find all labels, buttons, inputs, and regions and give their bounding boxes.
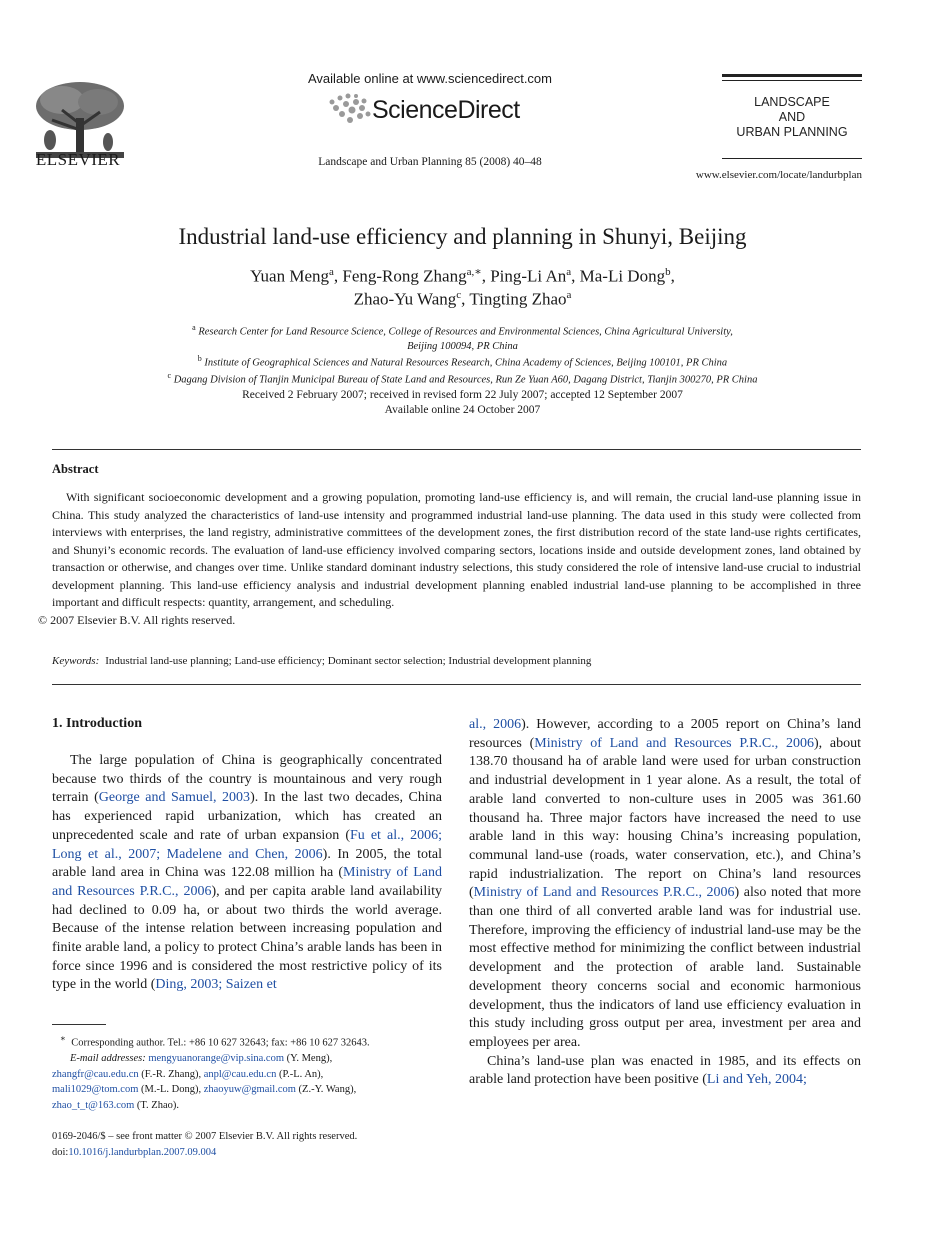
footnote-mark: ∗ (60, 1033, 66, 1043)
author-name: Zhao-Yu Wang (353, 289, 457, 309)
body-text: The large population of China is geographically concentrated because two thirds of the country is mountainous and very rough terrain ( (52, 753, 442, 806)
affiliation-mark: b (197, 354, 202, 363)
article-title: Industrial land-use efficiency and planning in Shunyi, Beijing (178, 224, 747, 249)
author-name: Feng-Rong Zhang (342, 266, 467, 286)
author-line-1 (0, 265, 925, 287)
affiliation-text: Dagang Division of Tianjin Municipal Bureau of State Land and Resources, Run Ze Yuan A60, Dagang District, Tianjin 300270, PR China (173, 374, 758, 386)
body-column-right (469, 716, 861, 1090)
citation-link[interactable]: Ministry of Land and Resources P.R.C., 2006 (534, 735, 814, 751)
journal-name-line3: URBAN PLANNING (736, 125, 848, 139)
email-link[interactable]: zhao_t_t@163.com (52, 1099, 135, 1111)
email-addresses (52, 1051, 447, 1113)
citation-link[interactable]: Li and Yeh, 2004; (706, 1072, 807, 1088)
available-online-text: Available online at www.sciencedirect.com (308, 71, 552, 86)
affiliation-b (60, 352, 865, 371)
publisher-name: ELSEVIER (35, 150, 121, 169)
author-affiliation-mark: a (566, 289, 572, 301)
email-link[interactable]: mali1029@tom.com (52, 1084, 139, 1095)
journal-url[interactable]: www.elsevier.com/locate/landurbplan (695, 169, 862, 181)
body-column-left (52, 752, 442, 995)
citation-link[interactable]: Fu et al., 2006; Long et al., 2007; Madelene and Chen, 2006 (52, 827, 443, 862)
author-affiliation-mark: c (456, 289, 462, 301)
body-text: ). In the last two decades, China has experienced rapid urbanization, which has created an unprecedented scale and rate of urban expansion ( (52, 790, 442, 843)
keywords-bottom-rule (52, 684, 861, 685)
author-separator: , (670, 266, 675, 286)
affiliation-mark: a (192, 323, 196, 332)
journal-box-rule-thin (722, 80, 862, 81)
section-heading-introduction: 1. Introduction (52, 716, 142, 731)
email-link[interactable]: zhangfr@cau.edu.cn (52, 1068, 139, 1080)
author-separator: , (333, 266, 343, 286)
affiliation-c (60, 369, 865, 388)
corresponding-author-text: Corresponding author. Tel.: +86 10 627 32643; fax: +86 10 627 32643. (71, 1037, 370, 1049)
abstract-heading: Abstract (52, 462, 99, 476)
email-label: E-mail addresses: (70, 1053, 146, 1064)
author-affiliation-mark[interactable]: a,∗ (466, 266, 482, 278)
author-separator: , (481, 266, 491, 286)
issn-line: 0169-2046/$ – see front matter © 2007 Elsevier B.V. All rights reserved. (52, 1131, 358, 1142)
citation-link[interactable]: Ding, 2003; Saizen et (155, 977, 277, 993)
affiliation-text: Research Center for Land Resource Science, College of Resources and Environmental Sciences, China Agricultural University, (198, 326, 733, 338)
journal-name-line1: LANDSCAPE (754, 95, 830, 109)
abstract-copyright: © 2007 Elsevier B.V. All rights reserved. (38, 612, 236, 627)
author-separator: , (461, 289, 470, 309)
author-affiliation-mark: a (566, 266, 572, 278)
issn-doi (52, 1129, 357, 1160)
sciencedirect-wordmark: ScienceDirect (372, 96, 520, 124)
author-name: Tingting Zhao (469, 289, 567, 309)
footnotes (52, 1031, 447, 1113)
keywords-list: Industrial land-use planning; Land-use efficiency; Dominant sector selection; Industrial development planning (105, 655, 592, 667)
author-affiliation-mark: a (329, 266, 334, 278)
email-owner: (T. Zhao). (134, 1099, 179, 1111)
email-owner: (Y. Meng), (284, 1053, 333, 1064)
body-text: ). However, according to a 2005 report on China’s land resources ( (469, 717, 861, 751)
email-owner: (Z.-Y. Wang), (295, 1084, 357, 1095)
body-text: ), and per capita arable land availability had declined to 0.09 ha, or about two thirds the world average. Because of the intense relation between increasing population and finite arable land, a policy to protect China’s arable lands has been in force since 1996 and is considered the most restrictive policy of its type in the world ( (52, 883, 443, 993)
author-separator: , (571, 266, 580, 286)
paragraph (469, 1053, 861, 1090)
affiliation-a (60, 321, 865, 354)
journal-name-line2: AND (778, 110, 806, 124)
affiliation-mark: c (167, 371, 172, 380)
journal-box-rule-bottom (722, 158, 862, 159)
author-affiliation-mark: b (665, 266, 671, 278)
citation-link[interactable]: Ministry of Land and Resources P.R.C., 2006 (473, 885, 735, 901)
journal-citation: Landscape and Urban Planning 85 (2008) 40–48 (318, 156, 542, 168)
author-name: Ping-Li An (490, 266, 567, 286)
corresponding-author-note (52, 1031, 447, 1051)
journal-box-rule-top (722, 74, 862, 77)
affiliation-text: Institute of Geographical Sciences and Natural Resources Research, China Academy of Sciences, Beijing 100101, PR China (204, 357, 728, 369)
email-link[interactable]: zhaoyuw@gmail.com (203, 1084, 296, 1095)
body-text: ), about 138.70 thousand ha of arable land were used for urban construction and industrial development in 1 year alone. As a result, the total of arable land converted to non-culture uses in 2005 was 361.60 thousand ha. Three major factors have increased the need to use arable land in this way: housing China’s increasing population, communal land-use (roads, water conservation, etc.), and China’s rapid industrialization. The report on China’s land resources ( (469, 735, 861, 901)
email-owner: (F.-R. Zhang), (138, 1068, 204, 1080)
affiliation-text: Beijing 100094, PR China (407, 340, 518, 352)
abstract-body (38, 489, 861, 629)
received-dates: Received 2 February 2007; received in revised form 22 July 2007; accepted 12 September 2007 (242, 389, 683, 401)
citation-link[interactable]: al., 2006 (469, 717, 522, 732)
email-link[interactable]: mengyuanorange@vip.sina.com (148, 1053, 284, 1064)
body-text: China’s land-use plan was enacted in 1985, and its effects on arable land protection have been positive ( (469, 1053, 861, 1088)
footnote-rule (52, 1024, 106, 1025)
email-owner: (M.-L. Dong), (138, 1084, 204, 1095)
doi-line (52, 1145, 357, 1161)
keywords (52, 655, 591, 667)
email-link[interactable]: anpl@cau.edu.cn (203, 1068, 277, 1080)
doi-link[interactable]: 10.1016/j.landurbplan.2007.09.004 (68, 1146, 217, 1158)
abstract-text: With significant socioeconomic development and a growing population, promoting land-use efficiency is, and will remain, the crucial land-use planning issue in China. This study analyzed the characteristics of land-use intensity and programmed industrial land-use planning. The data used in this study were collected from interviews with enterprises, the land registry, administrative committees of the development zones, the first distribution record of the state land-use rights certificates, and Shunyi’s economic records. The evaluation of land-use efficiency involved comparing sectors, locations inside and outside development zones, land obtained by transaction or otherwise, and changes over time. Unlike standard dominant industry selections, this study considered the role of intensive land-use crucial to industrial development planning. This land-use efficiency analysis and industrial development planning enabled industrial land-use planning to be accomplished in three important and difficult respects: quantity, arrangement, and scheduling. (52, 490, 861, 609)
author-line-2 (0, 289, 925, 310)
online-date: Available online 24 October 2007 (384, 404, 541, 416)
abstract-top-rule (52, 449, 861, 450)
body-text: ). In 2005, the total arable land area in China was 122.08 million ha ( (52, 846, 443, 881)
citation-link[interactable]: George and Samuel, 2003 (98, 790, 251, 806)
keywords-label: Keywords: (52, 655, 100, 667)
paragraph (469, 716, 861, 1053)
author-name: Yuan Meng (250, 266, 329, 286)
citation-link[interactable]: Ministry of Land and Resources P.R.C., 2006 (52, 865, 443, 899)
author-name: Ma-Li Dong (579, 266, 666, 286)
doi-label: doi: (52, 1146, 69, 1158)
journal-name (722, 95, 862, 140)
email-owner: (P.-L. An), (276, 1068, 324, 1080)
body-text: ) also noted that more than one third of all converted arable land was for industrial use. Therefore, improving the efficiency of industrial land-use may be the most effective method for minimizing the conflict between industrial development and the protection of arable land. Sustainable development theory concerns social and economic harmonious development, thus the indicators of land use efficiency evaluation in this study including gross output per area, investment per area and employees per area. (469, 885, 861, 1050)
